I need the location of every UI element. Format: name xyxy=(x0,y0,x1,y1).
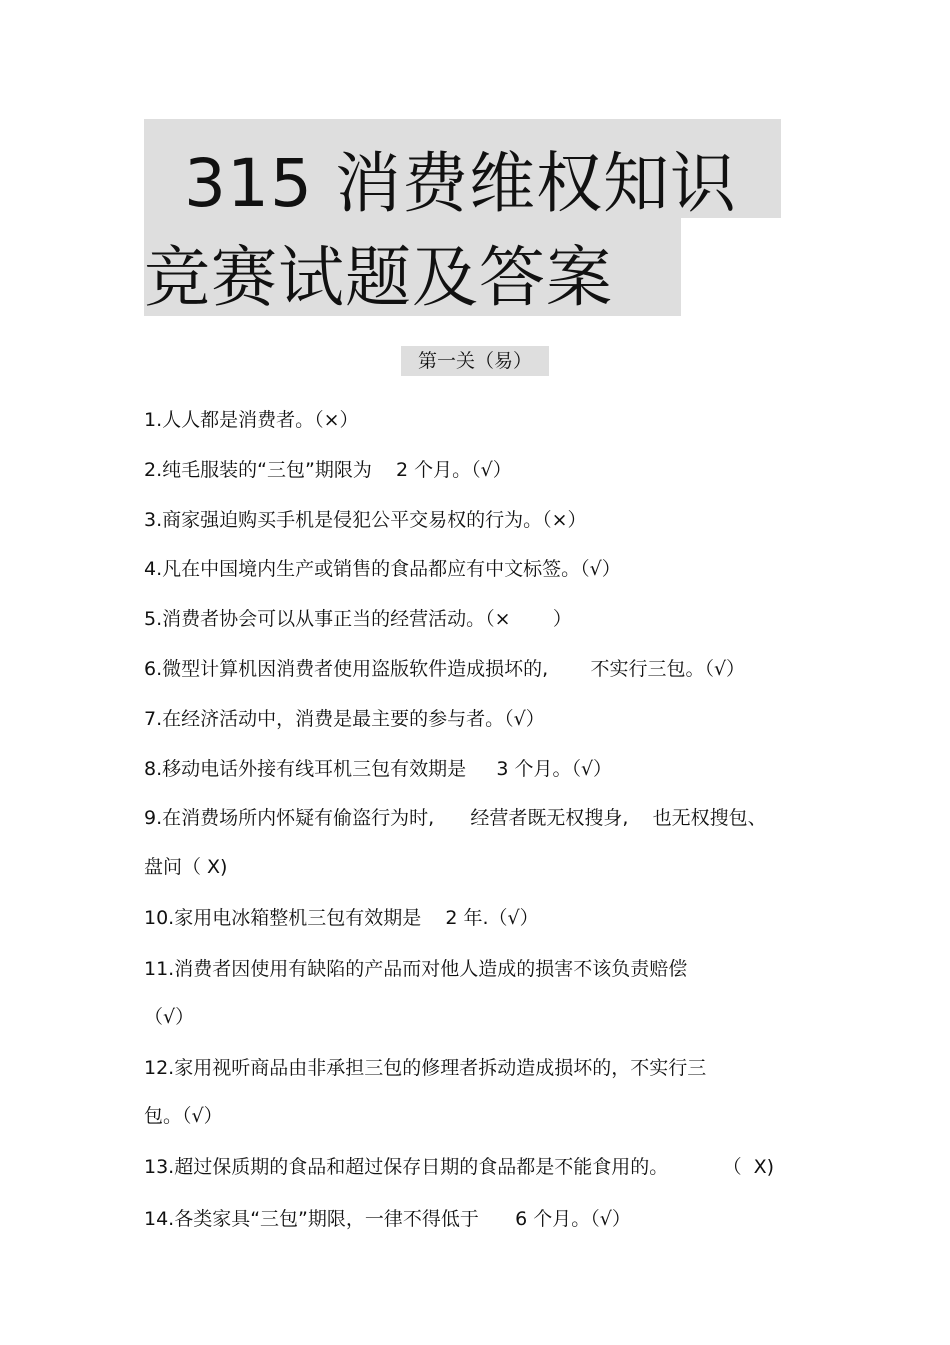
question-3: 3.商家强迫购买手机是侵犯公平交易权的行为。（×） xyxy=(144,509,587,531)
section-heading: 第一关（易） xyxy=(401,346,549,376)
question-5: 5.消费者协会可以从事正当的经营活动。（× ） xyxy=(144,608,572,630)
question-7: 7.在经济活动中，消费是最主要的参与者。（√） xyxy=(144,708,545,730)
question-6: 6.微型计算机因消费者使用盗版软件造成损坏的, 不实行三包。（√） xyxy=(144,658,746,680)
question-14: 14.各类家具“三包”期限，一律不得低于 6 个月。（√） xyxy=(144,1208,631,1230)
question-1: 1.人人都是消费者。（×） xyxy=(144,409,359,431)
question-11-line2: （√） xyxy=(144,1006,195,1028)
document-title-line2: 竞赛试题及答案 xyxy=(144,239,613,316)
question-4: 4.凡在中国境内生产或销售的食品都应有中文标签。（√） xyxy=(144,558,621,580)
question-2: 2.纯毛服装的“三包”期限为 2 个月。（√） xyxy=(144,459,512,481)
question-8: 8.移动电话外接有线耳机三包有效期是 3 个月。（√） xyxy=(144,758,613,780)
question-13: 13.超过保质期的食品和超过保存日期的食品都是不能食用的。 （ X) xyxy=(144,1156,775,1178)
document-title-line1: 315 消费维权知识 xyxy=(184,145,737,222)
question-10: 10.家用电冰箱整机三包有效期是 2 年.（√） xyxy=(144,907,539,929)
question-12-line1: 12.家用视听商品由非承担三包的修理者拆动造成损坏的，不实行三 xyxy=(144,1057,707,1079)
question-11-line1: 11.消费者因使用有缺陷的产品而对他人造成的损害不该负责赔偿 xyxy=(144,958,688,980)
question-9-line1: 9.在消费场所内怀疑有偷盗行为时, 经营者既无权搜身, 也无权搜包、 xyxy=(144,807,767,829)
question-9-line2: 盘问（ X) xyxy=(144,856,228,878)
question-12-line2: 包。（√） xyxy=(144,1105,223,1127)
